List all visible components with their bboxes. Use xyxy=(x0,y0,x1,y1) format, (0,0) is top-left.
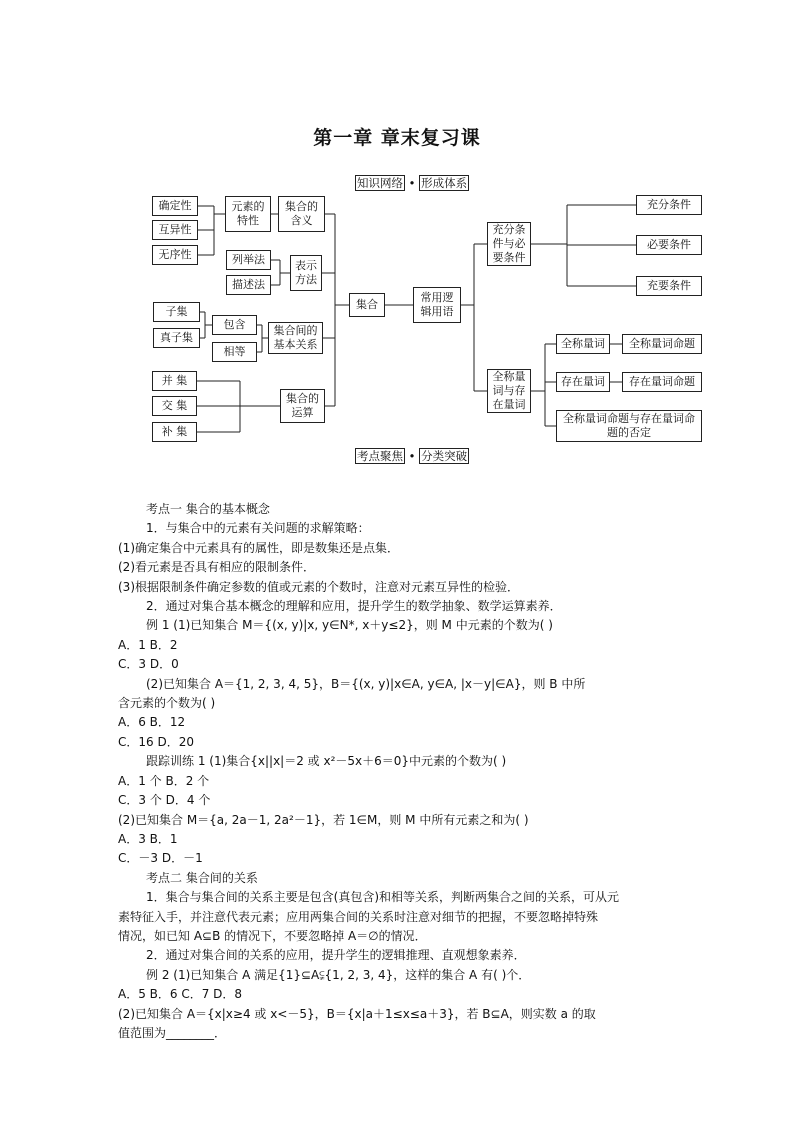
practice-question: (2)已知集合 M＝{a, 2a－1, 2a²－1}，若 1∈M，则 M 中所有元素之和为( ) xyxy=(118,812,529,827)
paragraph: 2．通过对集合间的关系的应用，提升学生的逻辑推理、直观想象素养． xyxy=(146,948,526,963)
example-question-cont: 值范围为________． xyxy=(118,1025,227,1040)
node-wuxu: 无序性 xyxy=(152,245,198,265)
answer-options: C．3 D．0 xyxy=(118,657,179,672)
node-huyi: 互异性 xyxy=(152,220,198,240)
answer-options: C．3 个 D．4 个 xyxy=(118,793,211,808)
node-zhenziji: 真子集 xyxy=(153,328,200,348)
answer-options: C．16 D．20 xyxy=(118,734,194,749)
answer-options: A．1 B．2 xyxy=(118,637,178,652)
node-jibenguanxi: 集合间的基本关系 xyxy=(268,322,323,354)
section-heading: 考点二 集合间的关系 xyxy=(146,870,258,885)
practice-question: 跟踪训练 1 (1)集合{x||x|＝2 或 x²－5x＋6＝0}中元素的个数为( ) xyxy=(146,754,507,769)
node-yuansu-texing: 元素的特性 xyxy=(225,196,271,232)
paragraph: 2．通过对集合基本概念的理解和应用，提升学生的数学抽象、数学运算素养． xyxy=(146,599,562,614)
node-luoji: 常用逻辑用语 xyxy=(413,287,461,323)
answer-options: A．6 B．12 xyxy=(118,715,186,730)
node-buji: 补 集 xyxy=(152,422,197,442)
node-yunsuan: 集合的运算 xyxy=(280,389,325,423)
answer-options: A．5 B．6 C．7 D．8 xyxy=(118,987,243,1002)
paragraph: (2)看元素是否具有相应的限制条件． xyxy=(118,560,315,575)
paragraph: 情况，如已知 A⊆B 的情况下，不要忽略掉 A＝∅的情况． xyxy=(118,928,427,943)
node-miaoshu: 描述法 xyxy=(226,275,271,295)
paragraph: (3)根据限制条件确定参数的值或元素的个数时，注意对元素互异性的检验． xyxy=(118,579,520,594)
banner-right: 分类突破 xyxy=(421,449,468,463)
node-chongyao: 充要条件 xyxy=(636,276,702,296)
banner-topic-focus xyxy=(355,448,469,464)
banner-sep: • xyxy=(408,176,416,190)
example-question: 例 2 (1)已知集合 A 满足{1}⊆A⫋{1, 2, 3, 4}，这样的集合 A 有( )个． xyxy=(146,967,531,982)
paragraph: (1)确定集合中元素具有的属性，即是数集还是点集． xyxy=(118,540,400,555)
paragraph: 素特征入手，并注意代表元素；应用两集合间的关系时注意对细节的把握，不要忽略掉特殊 xyxy=(118,909,599,924)
body-text xyxy=(118,500,678,1043)
paragraph: 1．与集合中的元素有关问题的求解策略： xyxy=(146,521,370,536)
example-question: (2)已知集合 A＝{x|x≥4 或 x<－5}，B＝{x|a＋1≤x≤a＋3}，若 B⊆A，则实数 a 的取 xyxy=(118,1006,596,1021)
node-chongfen: 充分条件 xyxy=(636,195,702,215)
section-heading: 考点一 集合的基本概念 xyxy=(146,502,270,516)
node-jihe-hanyi: 集合的含义 xyxy=(278,196,325,232)
banner-right: 形成体系 xyxy=(421,176,468,190)
example-question: 例 1 (1)已知集合 M＝{(x, y)|x, y∈N*, x＋y≤2}，则 M 中元素的个数为( ) xyxy=(146,618,553,633)
node-baohan: 包含 xyxy=(212,315,257,335)
node-fouding: 全称量词命题与存在量词命题的否定 xyxy=(556,410,702,442)
node-jiaoji: 交 集 xyxy=(152,396,197,416)
banner-left: 知识网络 xyxy=(357,176,403,190)
node-bingji: 并 集 xyxy=(152,371,197,391)
banner-left: 考点聚焦 xyxy=(357,449,403,463)
node-liangci: 全称量词与存在量词 xyxy=(487,369,531,413)
node-biyao: 必要条件 xyxy=(636,235,702,255)
node-chongfen-biyao: 充分条件与必要条件 xyxy=(487,222,531,266)
node-quancheng-mingti: 全称量词命题 xyxy=(622,334,702,354)
node-quancheng: 全称量词 xyxy=(556,334,610,354)
node-liejv: 列举法 xyxy=(226,250,271,270)
answer-options: C．－3 D．－1 xyxy=(118,851,203,866)
node-cunzai-mingti: 存在量词命题 xyxy=(622,372,702,392)
answer-options: A．3 B．1 xyxy=(118,831,178,846)
answer-options: A．1 个 B．2 个 xyxy=(118,773,210,788)
node-xiangdeng: 相等 xyxy=(212,342,257,362)
example-question-cont: 含元素的个数为( ) xyxy=(118,696,216,711)
node-queding: 确定性 xyxy=(152,196,198,216)
node-jihe: 集合 xyxy=(349,293,385,317)
banner-sep: • xyxy=(408,449,416,463)
node-cunzai: 存在量词 xyxy=(556,372,610,392)
node-ziji: 子集 xyxy=(153,302,200,322)
example-question: (2)已知集合 A＝{1, 2, 3, 4, 5}，B＝{(x, y)|x∈A, y∈A, |x－y|∈A}，则 B 中所 xyxy=(146,676,586,691)
paragraph: 1．集合与集合间的关系主要是包含(真包含)和相等关系，判断两集合之间的关系，可从元 xyxy=(146,890,620,905)
page-title: 第一章 章末复习课 xyxy=(313,127,481,149)
node-biaoshi: 表示方法 xyxy=(290,255,322,291)
